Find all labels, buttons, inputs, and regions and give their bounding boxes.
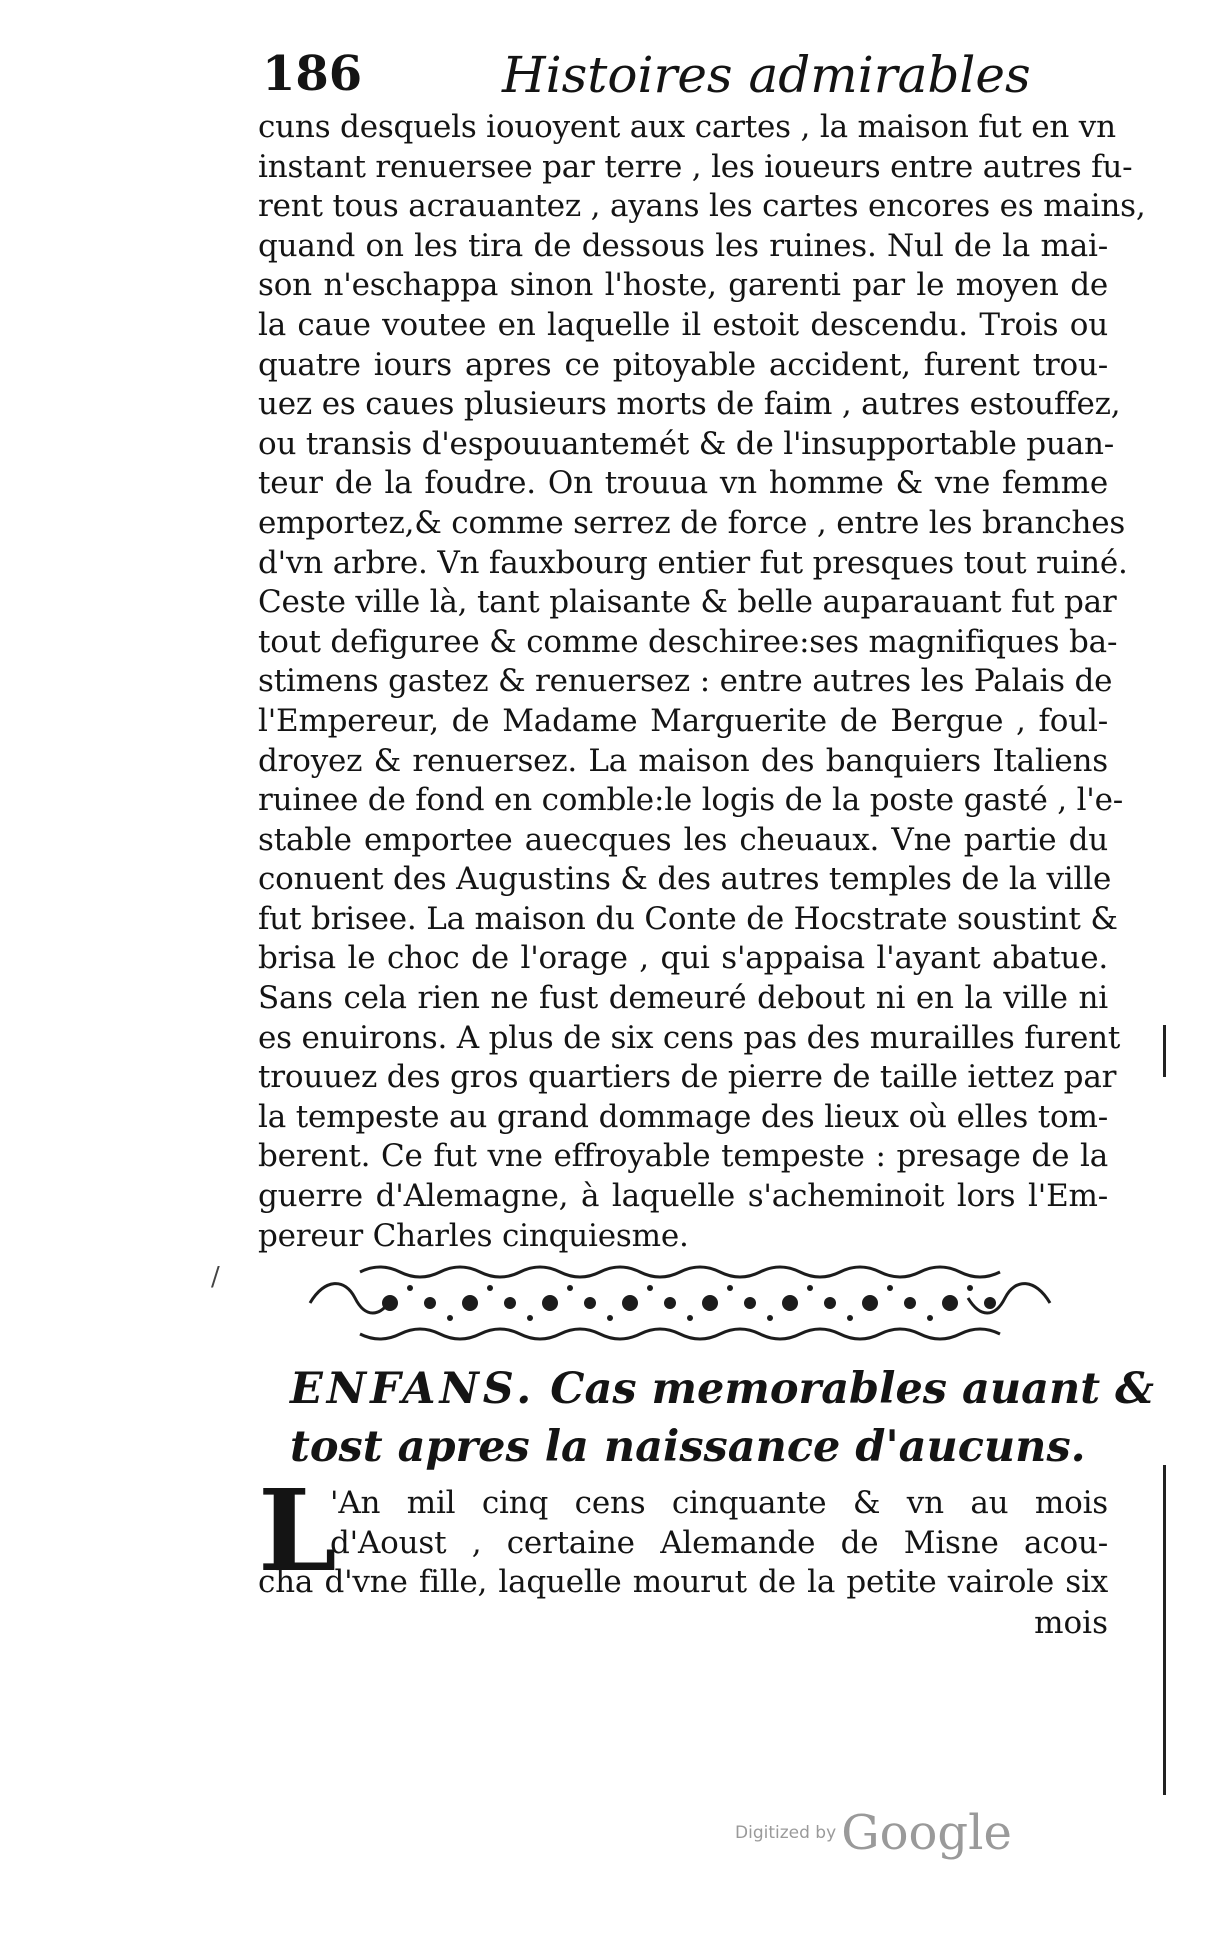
text-line: fut brisee. La maison du Conte de Hocstrate soustint & [258,900,1118,937]
drop-cap: L [258,1466,337,1597]
page-header [262,46,1102,116]
text-line: ruinee de fond en comble:le logis de la poste gasté , l'e- [258,782,1124,819]
digitized-watermark [735,1805,1012,1861]
text-line: pereur Charles cinquiesme. [258,1217,689,1254]
text-line: l'Empereur, de Madame Marguerite de Bergue , foul- [258,702,1108,739]
text-line: son n'eschappa sinon l'hoste, garenti par le moyen de [258,267,1108,304]
margin-rule [1163,1025,1166,1077]
text-line: Ceste ville là, tant plaisante & belle auparauant fut par [258,584,1117,621]
heading-caps: ENFANS. [290,1364,536,1414]
text-line: berent. Ce fut vne effroyable tempeste : presage de la [258,1138,1108,1175]
heading-line: tost apres la naissance d'aucuns. [290,1422,1086,1472]
running-title: Histoires admirables [502,46,1031,104]
text-line: rent tous acrauantez , ayans les cartes encores es mains, [258,188,1146,225]
text-line: es enuirons. A plus de six cens pas des murailles furent [258,1019,1121,1056]
text-line: quand on les tira de dessous les ruines. Nul de la mai- [258,227,1108,264]
page-number: 186 [262,46,363,102]
google-wordmark: Google [841,1805,1012,1861]
text-line: la caue voutee en laquelle il estoit descendu. Trois ou [258,306,1108,343]
text-line: Sans cela rien ne fust demeuré debout ni en la ville ni [258,980,1108,1017]
text-line: droyez & renuersez. La maison des banquiers Italiens [258,742,1108,779]
section-heading [290,1360,1154,1476]
heading-rest: Cas memorables auant & [550,1364,1154,1414]
text-line: ou transis d'espouuantemét & de l'insupportable puan- [258,425,1115,462]
text-line: guerre d'Alemagne, à laquelle s'acheminoit lors l'Em- [258,1178,1108,1215]
text-line: emportez,& comme serrez de force , entre les branches [258,504,1126,541]
text-line: stable emportee auecques les cheuaux. Vne partie du [258,821,1108,858]
ornament-graphic [300,1258,1060,1348]
text-line: uez es caues plusieurs morts de faim , autres estouffez, [258,386,1121,423]
text-line: cha d'vne fille, laquelle mourut de la petite vairole six [258,1564,1108,1601]
heading-line [290,1360,1154,1418]
ornamental-band [300,1258,1060,1348]
text-line: stimens gastez & renuersez : entre autres les Palais de [258,663,1113,700]
text-line: 'An mil cinq cens cinquante & vn au mois [330,1485,1108,1521]
margin-rule [1163,1465,1166,1795]
text-line: brisa le choc de l'orage , qui s'appaisa l'ayant abatue. [258,940,1108,977]
text-line: d'Aoust , certaine Alemande de Misne acou- [330,1524,1108,1561]
watermark-prefix: Digitized by [735,1823,837,1843]
text-line: la tempeste au grand dommage des lieux où elles tom- [258,1098,1108,1135]
text-line: conuent des Augustins & des autres temples de la ville [258,861,1112,898]
text-line: cuns desquels iouoyent aux cartes , la maison fut en vn [258,109,1116,145]
text-line: teur de la foudre. On trouua vn homme & vne femme [258,465,1108,502]
text-line: d'vn arbre. Vn fauxbourg entier fut presques tout ruiné. [258,544,1128,581]
catchword: mois [1034,1604,1108,1641]
paragraph [258,1466,1108,1643]
margin-mark: / [211,1262,220,1292]
text-line: instant renuersee par terre , les ioueurs entre autres fu- [258,148,1133,185]
body-text [258,108,1146,1256]
text-line: trouuez des gros quartiers de pierre de taille iettez par [258,1059,1117,1096]
text-line: quatre iours apres ce pitoyable accident, furent trou- [258,346,1108,383]
text-line: tout defiguree & comme deschiree:ses magnifiques ba- [258,623,1118,660]
